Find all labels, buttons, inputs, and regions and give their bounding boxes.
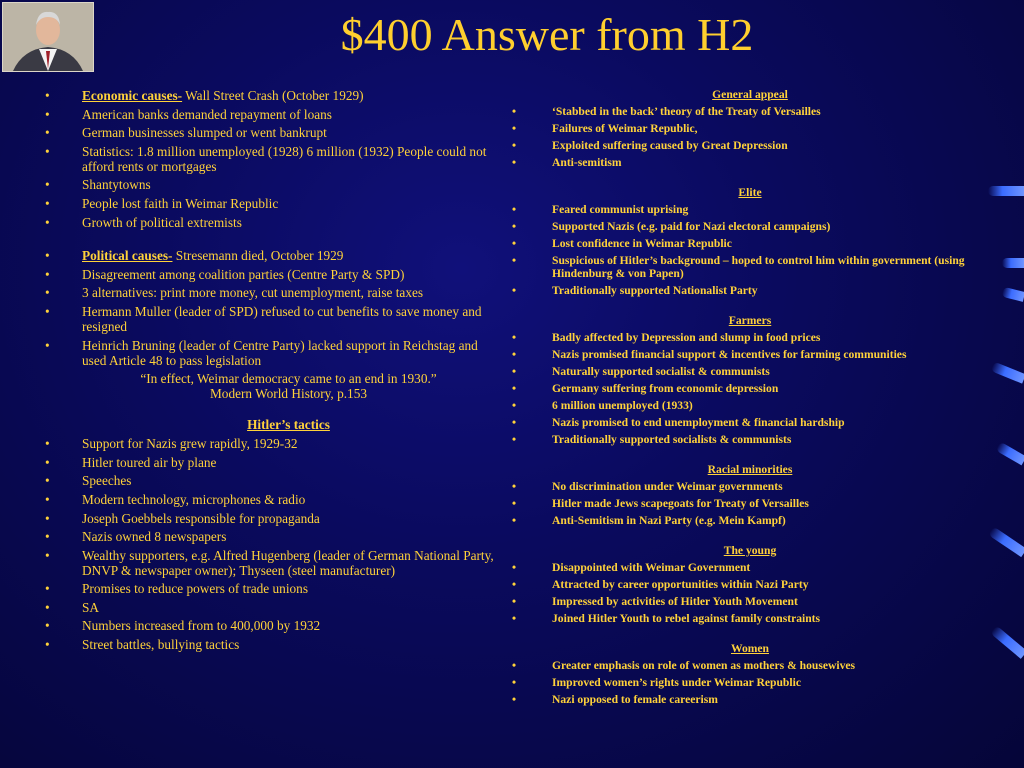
bullet-icon: •: [512, 122, 517, 135]
list-item-text: Wealthy supporters, e.g. Alfred Hugenberg (leader of German National Party, DNVP & newspaper owner); Thyseen (steel manufacturer): [82, 547, 494, 578]
list-item: [40, 248, 495, 263]
bullet-icon: •: [45, 454, 50, 470]
bullet-icon: •: [512, 203, 517, 216]
list-item: [510, 382, 990, 395]
spacer: [40, 405, 495, 417]
bullet-icon: •: [512, 416, 517, 429]
bullet-icon: •: [45, 177, 50, 193]
farmers-heading: Farmers: [728, 314, 772, 327]
economic-causes-label: Economic causes-: [82, 88, 183, 103]
women-list: [510, 659, 990, 706]
bullet-icon: •: [45, 195, 50, 211]
decor-stripe: [988, 526, 1024, 557]
list-item-text: Disappointed with Weimar Government: [552, 561, 751, 574]
hitlers-tactics-list: [40, 436, 495, 652]
list-item: [40, 125, 495, 140]
political-causes-label: Political causes-: [82, 248, 173, 264]
list-item-text: Speeches: [82, 473, 132, 489]
bullet-icon: •: [512, 284, 517, 297]
bullet-icon: •: [512, 514, 517, 527]
political-causes-list: [40, 248, 495, 367]
bullet-icon: •: [45, 581, 50, 597]
slide-title: $400 Answer from H2: [340, 9, 754, 60]
list-item-text: Failures of Weimar Republic,: [552, 122, 698, 135]
racial-minorities-heading: Racial minorities: [707, 463, 793, 476]
bullet-icon: •: [45, 266, 50, 282]
list-item-text: Nazis promised to end unemployment & financial hardship: [552, 416, 845, 429]
list-item: [510, 254, 990, 280]
list-item-text: Exploited suffering caused by Great Depression: [552, 139, 788, 152]
list-item: [510, 497, 990, 510]
list-item: [40, 267, 495, 282]
spacer: [510, 629, 990, 642]
list-item: [40, 88, 495, 103]
quote-source: Modern World History, p.153: [209, 386, 367, 402]
farmers-list: [510, 331, 990, 446]
decor-stripe: [990, 625, 1024, 658]
decor-stripe: [996, 442, 1024, 466]
bullet-icon: •: [512, 348, 517, 361]
list-item-text: Street battles, bullying tactics: [82, 637, 240, 653]
spacer: [510, 450, 990, 463]
decor-stripe: [988, 186, 1024, 196]
list-item-text: Promises to reduce powers of trade unions: [82, 581, 308, 597]
bullet-icon: •: [512, 139, 517, 152]
list-item-text: Growth of political extremists: [82, 214, 242, 230]
list-item: [40, 436, 495, 451]
the-young-list: [510, 561, 990, 625]
list-item: [510, 693, 990, 706]
list-item: [510, 156, 990, 169]
bullet-icon: •: [512, 237, 517, 250]
list-item: [40, 196, 495, 211]
list-item: [510, 480, 990, 493]
list-item: [510, 122, 990, 135]
bullet-icon: •: [45, 491, 50, 507]
list-item-text: Impressed by activities of Hitler Youth Movement: [552, 595, 798, 608]
list-item: [40, 637, 495, 652]
list-item-text: Hitler made Jews scapegoats for Treaty of Versailles: [552, 497, 809, 510]
list-item-text: Nazis owned 8 newspapers: [82, 529, 227, 545]
elite-list: [510, 203, 990, 297]
bullet-icon: •: [45, 106, 50, 122]
list-item: [40, 511, 495, 526]
list-item-text: Nazis promised financial support & incentives for farming communities: [552, 348, 907, 361]
list-item-text: Joined Hitler Youth to rebel against family constraints: [552, 612, 821, 625]
list-item: [510, 416, 990, 429]
bullet-icon: •: [45, 510, 50, 526]
bullet-icon: •: [45, 303, 50, 319]
bullet-icon: •: [45, 143, 50, 159]
list-item: [510, 659, 990, 672]
left-column: [40, 88, 495, 656]
list-item: [510, 220, 990, 233]
bullet-icon: •: [45, 285, 50, 301]
bullet-icon: •: [512, 561, 517, 574]
list-item-text: Lost confidence in Weimar Republic: [552, 237, 732, 250]
list-item-text: Suspicious of Hitler’s background – hoped to control him within government (using Hindenburg & von Papen): [552, 254, 965, 280]
list-item: [510, 203, 990, 216]
spacer: [510, 531, 990, 544]
list-item: [510, 284, 990, 297]
bullet-icon: •: [45, 529, 50, 545]
list-item-text: Heinrich Bruning (leader of Centre Party) lacked support in Reichstag and used Article 48 to pass legislation: [82, 337, 478, 368]
bullet-icon: •: [45, 618, 50, 634]
list-item: [510, 399, 990, 412]
list-item: [510, 365, 990, 378]
bullet-icon: •: [45, 337, 50, 353]
list-item: [40, 600, 495, 615]
list-item: [40, 473, 495, 488]
bullet-icon: •: [512, 595, 517, 608]
bullet-icon: •: [512, 382, 517, 395]
list-item-text: German businesses slumped or went bankrupt: [82, 125, 327, 141]
economic-causes-list: [40, 88, 495, 230]
right-column: [510, 88, 990, 710]
spacer: [40, 233, 495, 248]
bullet-icon: •: [512, 365, 517, 378]
list-item: [510, 331, 990, 344]
bullet-icon: •: [512, 693, 517, 706]
bullet-icon: •: [512, 659, 517, 672]
bullet-icon: •: [45, 436, 50, 452]
bullet-icon: •: [45, 637, 50, 653]
decor-stripe: [991, 362, 1024, 384]
hitlers-tactics-heading: Hitler’s tactics: [247, 417, 330, 433]
list-item: [40, 618, 495, 633]
bullet-icon: •: [45, 125, 50, 141]
list-item-text: Feared communist uprising: [552, 203, 689, 216]
list-item: [510, 514, 990, 527]
list-item: [40, 529, 495, 544]
decor-stripe: [1002, 258, 1024, 268]
bullet-icon: •: [45, 248, 50, 264]
list-item: [510, 105, 990, 118]
women-heading: Women: [730, 642, 769, 655]
bullet-icon: •: [512, 331, 517, 344]
list-item: [40, 338, 495, 368]
racial-minorities-list: [510, 480, 990, 527]
list-item-text: Stresemann died, October 1929: [172, 248, 344, 264]
list-item: [40, 107, 495, 122]
list-item-text: Supported Nazis (e.g. paid for Nazi electoral campaigns): [552, 220, 831, 233]
general-appeal-heading: General appeal: [712, 88, 788, 101]
bullet-icon: •: [512, 612, 517, 625]
list-item-text: Badly affected by Depression and slump in food prices: [552, 331, 821, 344]
bullet-icon: •: [45, 599, 50, 615]
list-item-text: 3 alternatives: print more money, cut unemployment, raise taxes: [82, 285, 424, 301]
list-item-text: Numbers increased from to 400,000 by 1932: [82, 618, 321, 634]
list-item: [510, 612, 990, 625]
list-item-text: No discrimination under Weimar governments: [552, 480, 783, 493]
list-item: [510, 676, 990, 689]
bullet-icon: •: [512, 676, 517, 689]
list-item-text: Traditionally supported Nationalist Party: [552, 284, 758, 297]
list-item-text: Hitler toured air by plane: [82, 454, 217, 470]
list-item-text: Naturally supported socialist & communists: [552, 365, 770, 378]
list-item: [40, 285, 495, 300]
list-item: [510, 578, 990, 591]
list-item: [40, 455, 495, 470]
list-item: [510, 139, 990, 152]
bullet-icon: •: [512, 480, 517, 493]
quote-text: “In effect, Weimar democracy came to an end in 1930.”: [140, 371, 437, 387]
list-item-text: Joseph Goebbels responsible for propaganda: [82, 510, 320, 526]
list-item-text: 6 million unemployed (1933): [552, 399, 693, 412]
list-item: [40, 581, 495, 596]
list-item: [510, 561, 990, 574]
list-item: [40, 304, 495, 334]
list-item: [40, 177, 495, 192]
quote: [82, 371, 495, 401]
bullet-icon: •: [512, 399, 517, 412]
bullet-icon: •: [512, 254, 517, 267]
bullet-icon: •: [512, 578, 517, 591]
list-item: [40, 215, 495, 230]
bullet-icon: •: [45, 214, 50, 230]
bullet-icon: •: [512, 105, 517, 118]
list-item-text: Anti-semitism: [552, 156, 622, 169]
bullet-icon: •: [512, 497, 517, 510]
spacer: [510, 301, 990, 314]
bullet-icon: •: [45, 88, 50, 103]
bullet-icon: •: [45, 547, 50, 563]
bullet-icon: •: [512, 220, 517, 233]
list-item: [510, 348, 990, 361]
list-item: [40, 144, 495, 174]
list-item-text: American banks demanded repayment of loans: [82, 106, 332, 122]
elite-heading: Elite: [738, 186, 762, 199]
list-item: [40, 548, 495, 578]
list-item-text: Statistics: 1.8 million unemployed (1928) 6 million (1932) People could not afford rents or mortgages: [82, 143, 487, 174]
list-item-text: Support for Nazis grew rapidly, 1929-32: [82, 436, 298, 452]
bullet-icon: •: [45, 473, 50, 489]
list-item-text: Anti-Semitism in Nazi Party (e.g. Mein Kampf): [552, 514, 786, 527]
list-item-text: Attracted by career opportunities within Nazi Party: [552, 578, 809, 591]
list-item: [40, 492, 495, 507]
list-item-text: Disagreement among coalition parties (Centre Party & SPD): [82, 266, 405, 282]
list-item-text: Improved women’s rights under Weimar Republic: [552, 676, 801, 689]
list-item-text: Hermann Muller (leader of SPD) refused to cut benefits to save money and resigned: [82, 303, 482, 334]
list-item: [510, 433, 990, 446]
the-young-heading: The young: [723, 544, 777, 557]
list-item-text: Greater emphasis on role of women as mothers & housewives: [552, 659, 856, 672]
list-item-text: SA: [82, 599, 99, 615]
list-item-text: People lost faith in Weimar Republic: [82, 195, 279, 211]
spacer: [510, 173, 990, 186]
list-item-text: Wall Street Crash (October 1929): [182, 88, 364, 103]
decor-stripe: [1001, 287, 1024, 302]
list-item: [510, 237, 990, 250]
list-item-text: Germany suffering from economic depression: [552, 382, 779, 395]
list-item: [510, 595, 990, 608]
list-item-text: Shantytowns: [82, 177, 151, 193]
bullet-icon: •: [512, 156, 517, 169]
list-item-text: Traditionally supported socialists & communists: [552, 433, 792, 446]
list-item-text: ‘Stabbed in the back’ theory of the Treaty of Versailles: [552, 105, 821, 118]
bullet-icon: •: [512, 433, 517, 446]
list-item-text: Nazi opposed to female careerism: [552, 693, 718, 706]
general-appeal-list: [510, 105, 990, 169]
list-item-text: Modern technology, microphones & radio: [82, 491, 306, 507]
